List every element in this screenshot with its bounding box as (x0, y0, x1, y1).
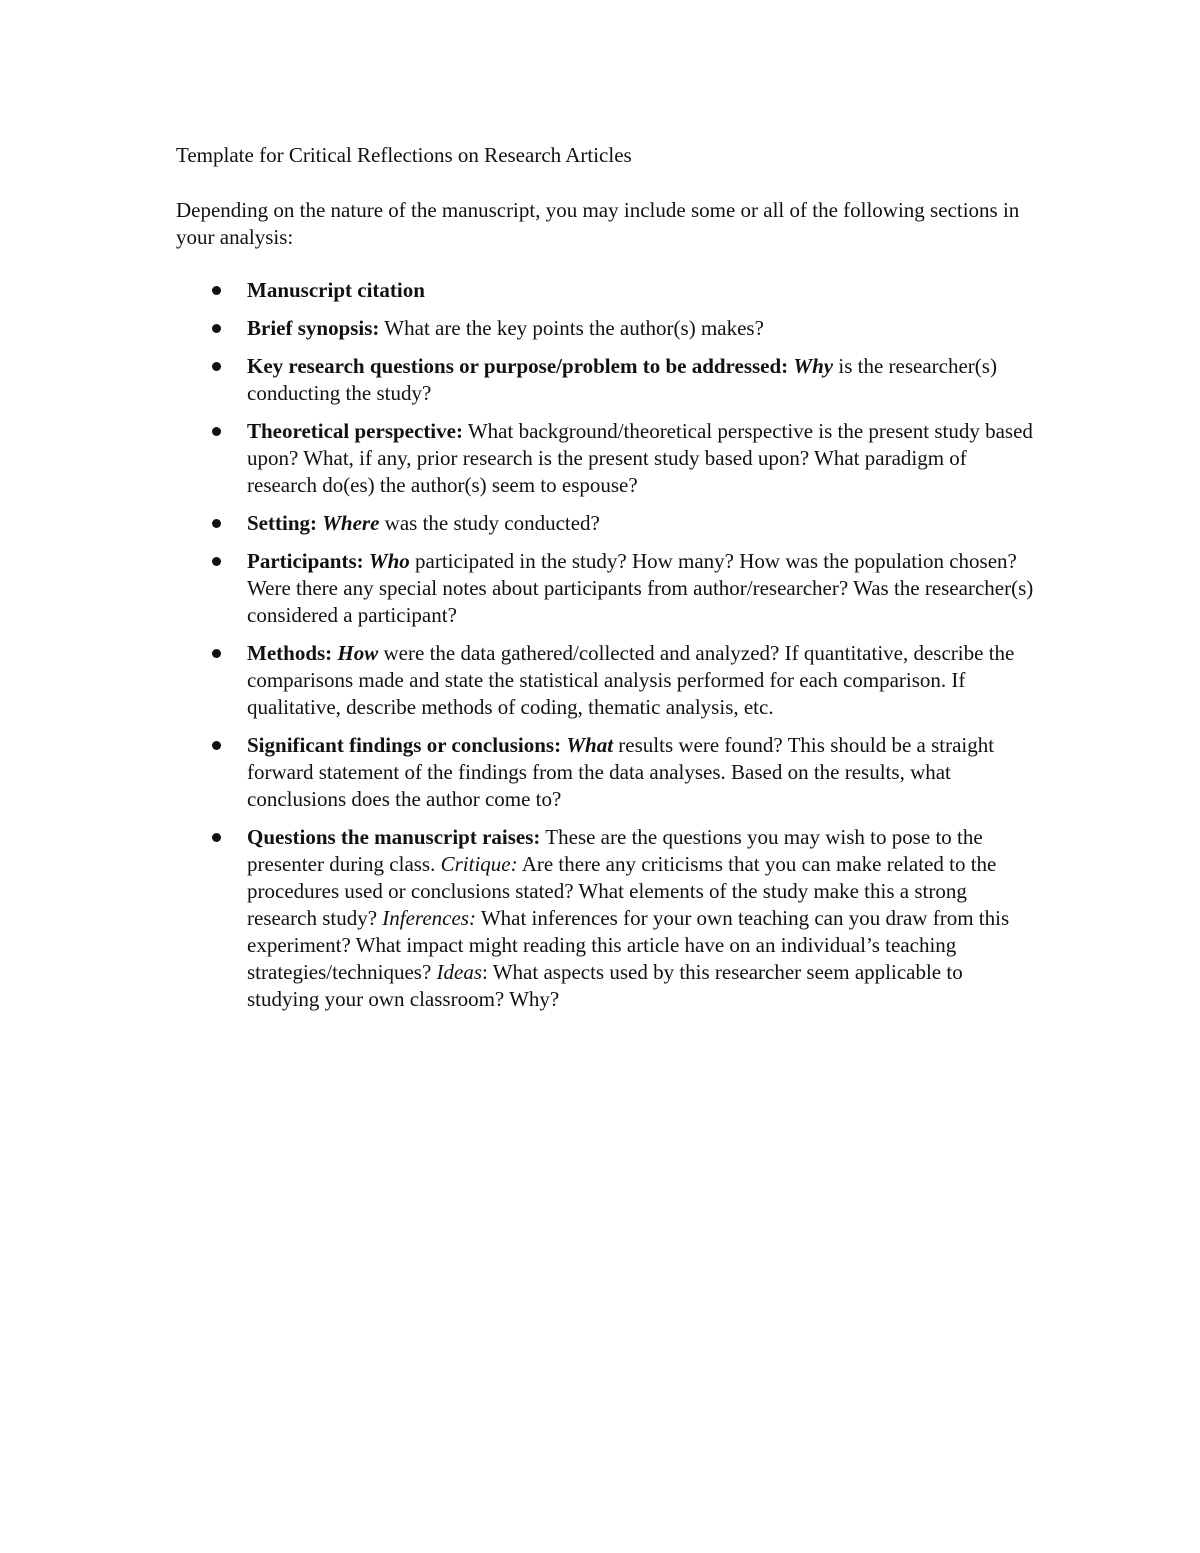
section-text: was the study conducted? (379, 511, 600, 535)
bullet-icon (212, 427, 221, 436)
list-item-theoretical-perspective (176, 418, 1036, 499)
list-item-manuscript-citation (176, 277, 1036, 304)
bullet-icon (212, 741, 221, 750)
section-emphasis: Why (793, 354, 834, 378)
bullet-icon (212, 286, 221, 295)
inferences-text: What inferences for your own teaching can you draw from this experiment? What impact might reading this article have on an individual’s teaching strategies/techniques? (247, 906, 1010, 984)
section-label: Participants: (247, 549, 364, 573)
list-item-brief-synopsis (176, 315, 1036, 342)
sections-list (176, 277, 1036, 1024)
section-emphasis: How (337, 641, 379, 665)
list-item-methods (176, 640, 1036, 721)
section-label: Brief synopsis: (247, 316, 380, 340)
section-text: What background/theoretical perspective is the present study based upon? What, if any, prior research is the present study based upon? What paradigm of research do(es) the author(s) seem to espouse? (247, 419, 1033, 497)
section-text: results were found? This should be a straight forward statement of the findings from the data analyses. Based on the results, what conclusions does the author come to? (247, 733, 995, 811)
section-text: What are the key points the author(s) makes? (379, 316, 764, 340)
ideas-label: Ideas (436, 960, 483, 984)
section-label: Setting: (247, 511, 317, 535)
section-label: Questions the manuscript raises: (247, 825, 541, 849)
list-item-setting (176, 510, 1036, 537)
bullet-icon (212, 362, 221, 371)
list-item-questions-raised (176, 824, 1036, 1013)
section-text: participated in the study? How many? How was the population chosen? Were there any special notes about participants from author/researcher? Was the researcher(s) considered a participant? (247, 549, 1034, 627)
section-text: were the data gathered/collected and analyzed? If quantitative, describe the comparisons made and state the statistical analysis performed for each comparison. If qualitative, describe methods of coding, thematic analysis, etc. (247, 641, 1015, 719)
section-emphasis: What (566, 733, 614, 757)
section-emphasis: Where (322, 511, 380, 535)
section-emphasis: Who (368, 549, 410, 573)
section-label: Manuscript citation (247, 278, 425, 302)
section-label: Key research questions or purpose/problem to be addressed: (247, 354, 789, 378)
intro-paragraph: Depending on the nature of the manuscript, you may include some or all of the following sections in your analysis: (176, 198, 1020, 249)
section-text: is the researcher(s) conducting the study? (247, 354, 997, 405)
critique-label: Critique: (440, 852, 518, 876)
section-label: Significant findings or conclusions: (247, 733, 562, 757)
list-item-key-research-questions (176, 353, 1036, 407)
critique-text: Are there any criticisms that you can make related to the procedures used or conclusions stated? What elements of the study make this a strong research study? (247, 852, 997, 930)
inferences-label: Inferences: (382, 906, 476, 930)
list-item-significant-findings (176, 732, 1036, 813)
section-text: These are the questions you may wish to pose to the presenter during class. (247, 825, 983, 876)
bullet-icon (212, 557, 221, 566)
list-item-participants (176, 548, 1036, 629)
section-label: Methods: (247, 641, 333, 665)
bullet-icon (212, 649, 221, 658)
bullet-icon (212, 833, 221, 842)
bullet-icon (212, 519, 221, 528)
section-label: Theoretical perspective: (247, 419, 463, 443)
bullet-icon (212, 324, 221, 333)
document-title: Template for Critical Reflections on Research Articles (176, 143, 632, 167)
ideas-text: : What aspects used by this researcher seem applicable to studying your own classroom? Why? (247, 960, 963, 1011)
